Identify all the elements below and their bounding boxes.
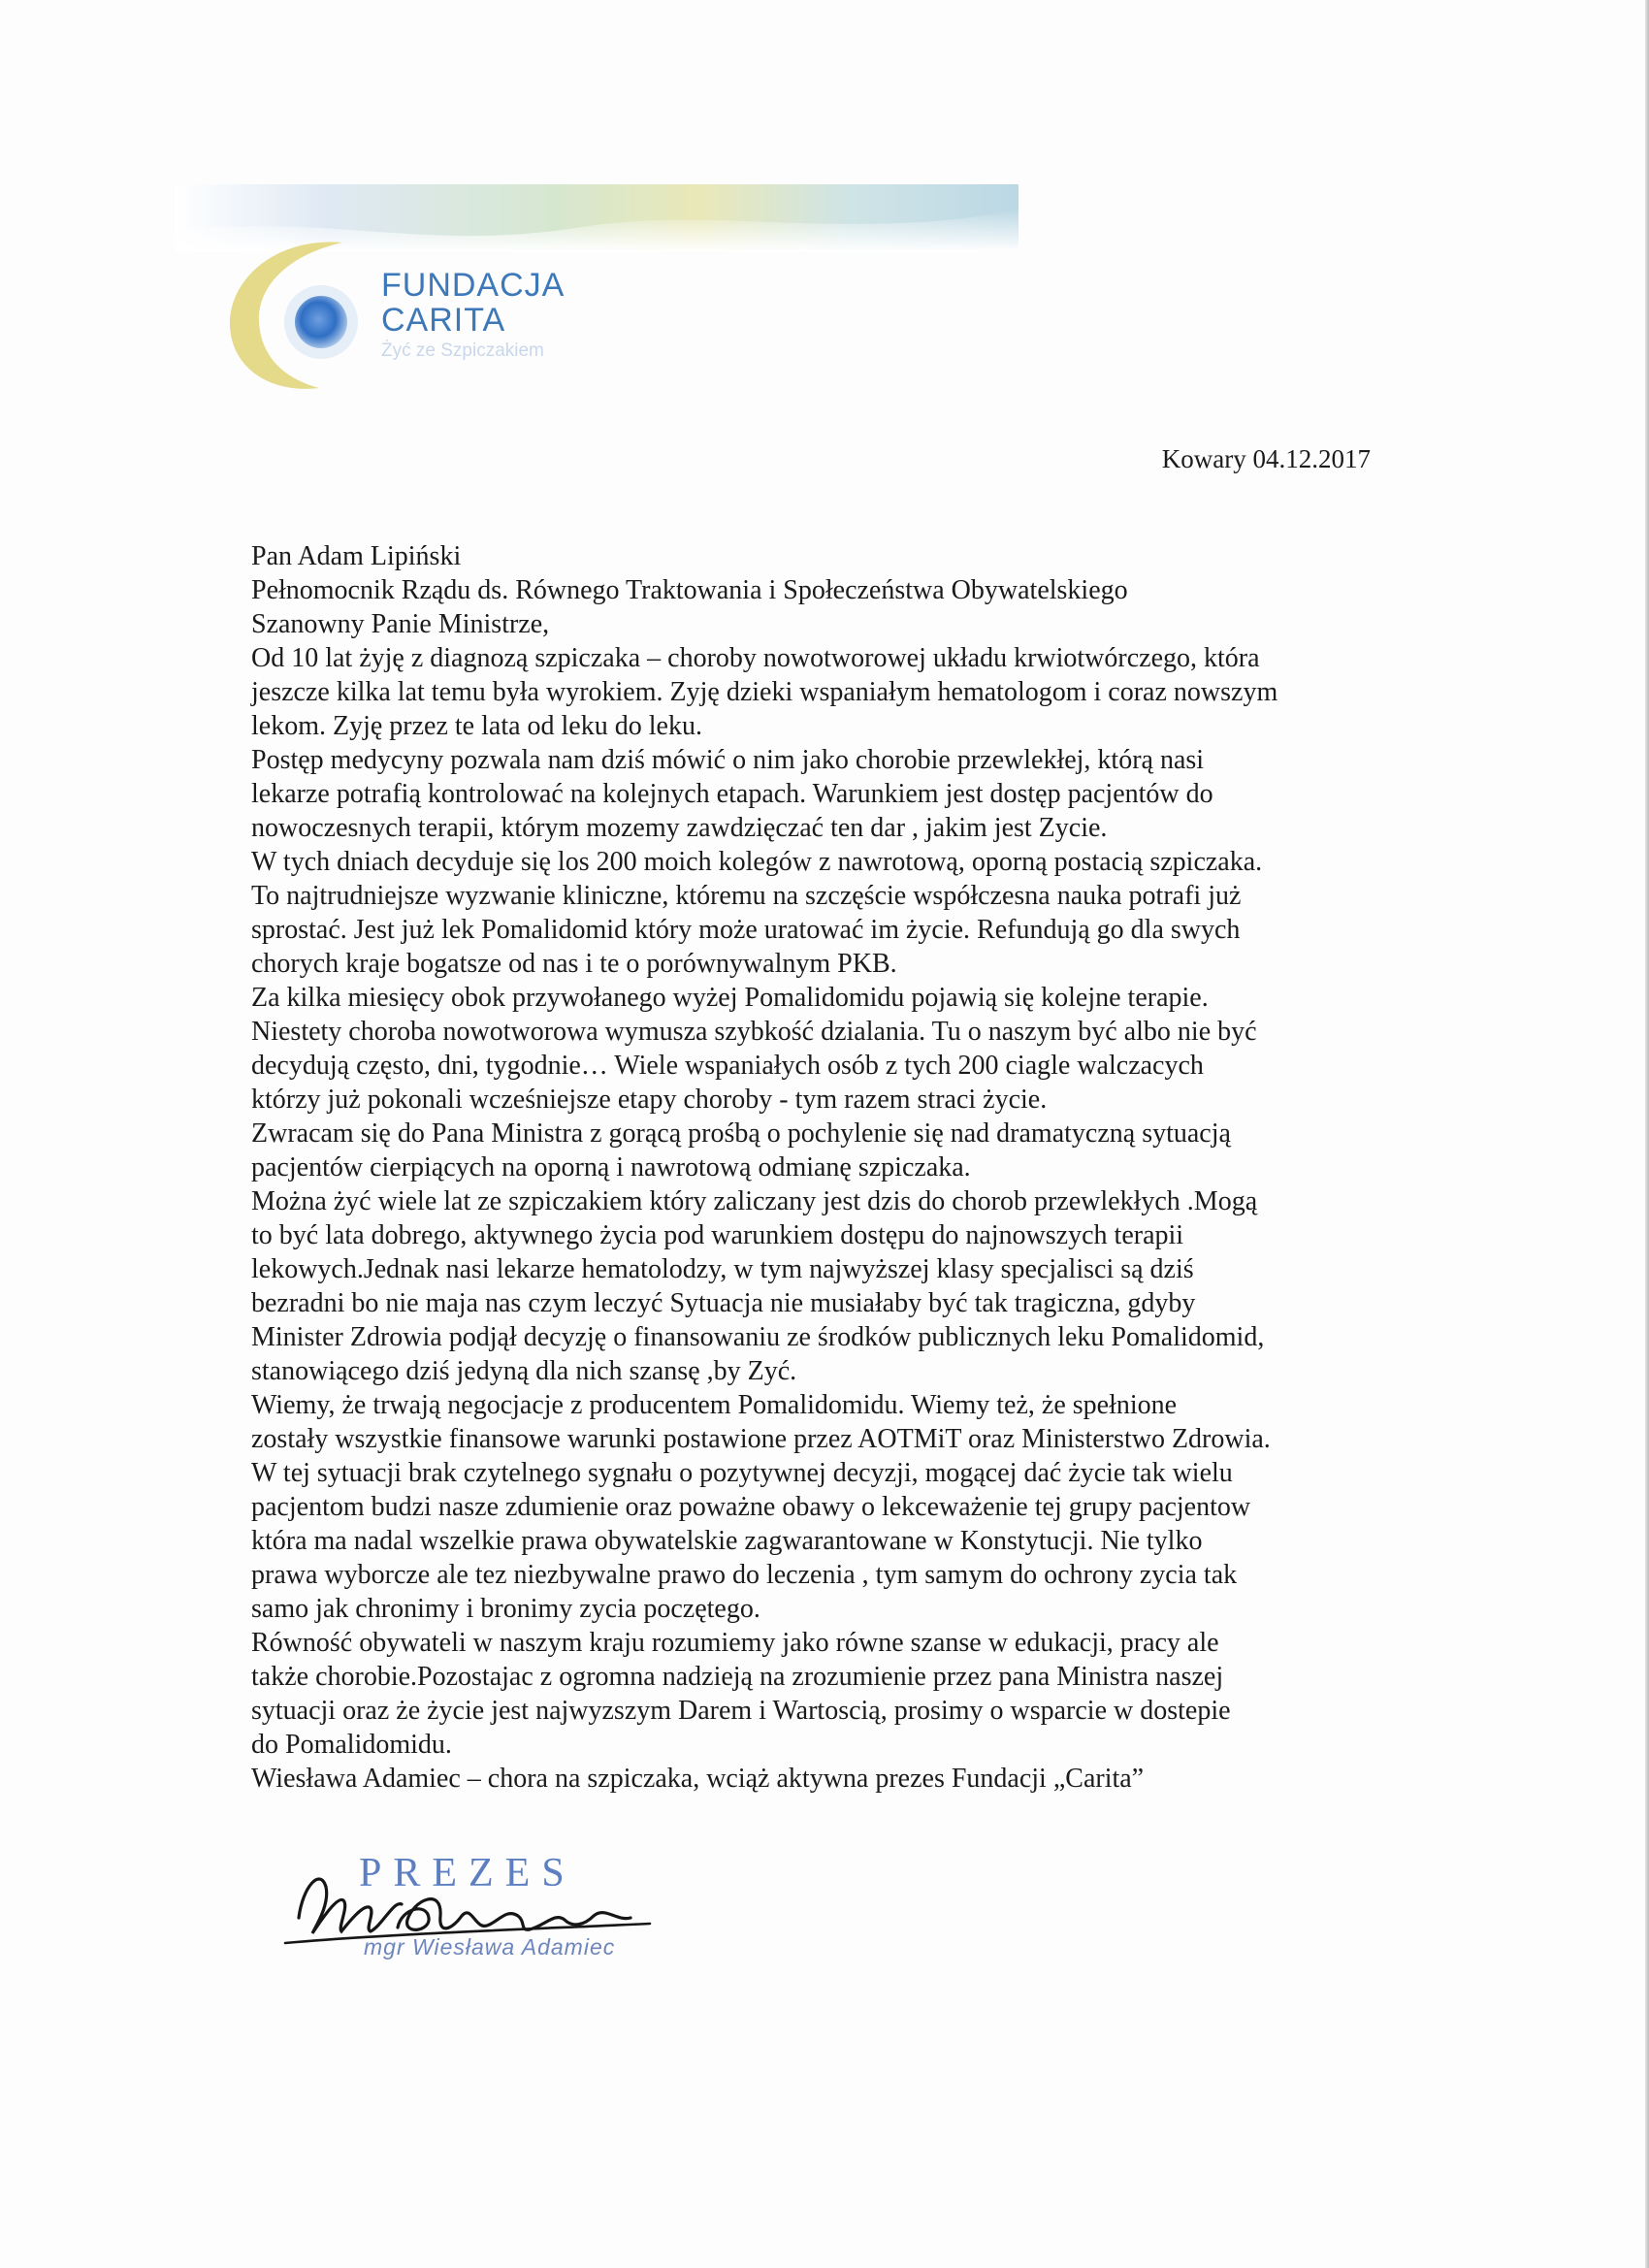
letter-line: Równość obywateli w naszym kraju rozumiemy jako równe szanse w edukacji, pracy ale — [251, 1628, 1219, 1658]
letter-line: Wiemy, że trwają negocjacje z producentem Pomalidomidu. Wiemy też, że spełnione — [251, 1390, 1178, 1420]
letter-line: sytuacji oraz że życie jest najwyzszym Darem i Wartoscią, prosimy o wsparcie w dostepie — [251, 1696, 1231, 1726]
letter-line: Pełnomocnik Rządu ds. Równego Traktowania i Społeczeństwa Obywatelskiego — [251, 575, 1128, 605]
stamp-name: mgr Wiesława Adamiec — [364, 1934, 616, 1960]
letter-line: także chorobie.Pozostajac z ogromna nadzieją na zrozumienie przez pana Ministra naszej — [251, 1662, 1224, 1692]
letter-line: sprostać. Jest już lek Pomalidomid który może uratować im życie. Refundują go dla swych — [251, 915, 1241, 945]
letter-line: decydują często, dni, tygodnie… Wiele wspaniałych osób z tych 200 ciagle walczacych — [251, 1051, 1204, 1081]
organization-tagline: Żyć ze Szpiczakiem — [381, 340, 544, 361]
letter-line: zostały wszystkie finansowe warunki postawione przez AOTMiT oraz Ministerstwo Zdrowia. — [251, 1424, 1271, 1454]
letter-line: lekarze potrafią kontrolować na kolejnych etapach. Warunkiem jest dostęp pacjentów do — [251, 779, 1213, 809]
letter-line: stanowiącego dziś jedyną dla nich szansę ,by Zyć. — [251, 1356, 797, 1386]
letter-line: W tych dniach decyduje się los 200 moich kolegów z nawrotową, oporną postacią szpiczaka. — [251, 847, 1263, 877]
organization-name-line2: CARITA — [381, 302, 506, 339]
letter-line: chorych kraje bogatsze od nas i te o porównywalnym PKB. — [251, 949, 897, 979]
letter-line: Za kilka miesięcy obok przywołanego wyżej Pomalidomidu pojawią się kolejne terapie. — [251, 983, 1209, 1013]
letter-line: samo jak chronimy i bronimy zycia poczętego. — [251, 1594, 760, 1624]
letter-line: do Pomalidomidu. — [251, 1730, 452, 1760]
letter-line: Minister Zdrowia podjął decyzję o finansowaniu ze środków publicznych leku Pomalidomid, — [251, 1322, 1265, 1352]
letter-line: Szanowny Panie Ministrze, — [251, 609, 550, 639]
letter-line: lekom. Zyję przez te lata od leku do leku. — [251, 711, 702, 741]
place-and-date: Kowary 04.12.2017 — [1161, 444, 1371, 473]
letter-line: Można żyć wiele lat ze szpiczakiem który zaliczany jest dzis do chorob przewlekłych .Mogą — [251, 1186, 1258, 1216]
letter-line: Zwracam się do Pana Ministra z gorącą prośbą o pochylenie się nad dramatyczną sytuacją — [251, 1118, 1231, 1149]
letter-line: prawa wyborcze ale tez niezbywalne prawo do leczenia , tym samym do ochrony zycia tak — [251, 1560, 1238, 1590]
letter-line: pacjentów cierpiących na oporną i nawrotową odmianę szpiczaka. — [251, 1152, 971, 1183]
letter-line: jeszcze kilka lat temu była wyrokiem. Zyję dzieki wspaniałym hematologom i coraz nowszym — [251, 677, 1278, 707]
letter-line: nowoczesnych terapii, którym mozemy zawdzięczać ten dar , jakim jest Zycie. — [251, 813, 1108, 843]
letter-line: Wiesława Adamiec – chora na szpiczaka, wciąż aktywna prezes Fundacji „Carita” — [251, 1764, 1145, 1794]
letter-line: Od 10 lat żyję z diagnozą szpiczaka – choroby nowotworowej układu krwiotwórczego, która — [251, 643, 1260, 673]
letter-line: W tej sytuacji brak czytelnego sygnału o pozytywnej decyzji, mogącej dać życie tak wielu — [251, 1458, 1233, 1488]
signature-stamp — [281, 1848, 689, 1984]
scan-edge — [1645, 0, 1649, 2268]
letter-line: To najtrudniejsze wyzwanie kliniczne, któremu na szczęście współczesna nauka potrafi już — [251, 881, 1242, 911]
letterhead-brand — [381, 268, 565, 363]
letter-line: Postęp medycyny pozwala nam dziś mówić o nim jako chorobie przewlekłej, którą nasi — [251, 745, 1205, 775]
letter-line: Niestety choroba nowotworowa wymusza szybkość dzialania. Tu o naszym być albo nie być — [251, 1017, 1257, 1047]
letter-line: to być lata dobrego, aktywnego życia pod warunkiem dostępu do najnowszych terapii — [251, 1220, 1184, 1250]
letter-line: Pan Adam Lipiński — [251, 541, 462, 571]
letter-line: pacjentom budzi nasze zdumienie oraz poważne obawy o lekceważenie tej grupy pacjentow — [251, 1492, 1251, 1522]
organization-name-line1: FUNDACJA — [381, 267, 566, 304]
letter-body — [251, 539, 1415, 1796]
letter-line: która ma nadal wszelkie prawa obywatelskie zagwarantowane w Konstytucji. Nie tylko — [251, 1526, 1203, 1556]
letter-line: lekowych.Jednak nasi lekarze hematolodzy, w tym najwyższej klasy specjalisci są dziś — [251, 1254, 1194, 1284]
stamp-title: PREZES — [359, 1851, 576, 1895]
letter-line: bezradni bo nie maja nas czym leczyć Sytuacja nie musiałaby być tak tragiczna, gdyby — [251, 1288, 1196, 1318]
letter-line: którzy już pokonali wcześniejsze etapy choroby - tym razem straci życie. — [251, 1085, 1048, 1115]
